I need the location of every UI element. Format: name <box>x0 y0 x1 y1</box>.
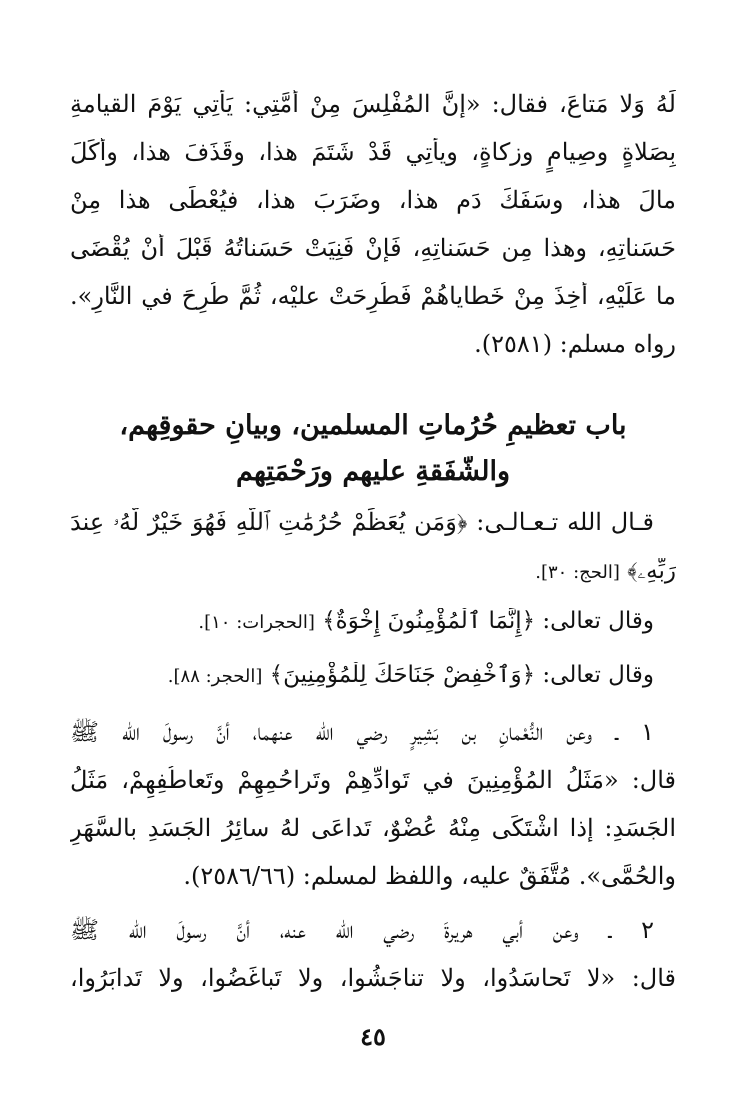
verse-text: رَبِّهِۦ﴾ <box>627 558 676 584</box>
chapter-title-line1: باب تعظيمِ حُرُماتِ المسلمين، وبيانِ حقوقِهم، <box>119 410 627 441</box>
intro-line: بِصَلاةٍ وصِيامٍ وزكاةٍ، ويأْتِي قَدْ شَتَمَ هذا، وقَذَفَ هذا، وأَكَلَ <box>70 138 676 166</box>
hadith-line: والحُمَّى». مُتَّفَقٌ عليه، واللفظ لمسلم: (٢٥٨٦/٦٦). <box>183 862 676 890</box>
intro-paragraph <box>70 90 676 380</box>
hadith-line: ١ ـ وعن النُّعْمانِ بن بَشِيرٍ رضي الله عنهما، أنَّ رسولَ الله ﷺ <box>70 718 654 746</box>
verse-block-2 <box>70 608 676 662</box>
chapter-title-line2: والشَّفَقةِ عليهم ورَحْمَتِهم <box>236 456 510 487</box>
verse-block-3 <box>70 662 676 718</box>
verse-reference: [الحجرات: ١٠]. <box>198 612 315 633</box>
intro-line: حَسَناتِهِ، وهذا مِن حَسَناتِهِ، فَإنْ فَنِيَتْ حَسَناتُهُ قَبْلَ أَنْ يُقْضَى <box>70 234 676 262</box>
hadith-line: ٢ ـ وعن أبي هريرةَ رضي الله عنه، أنَّ رسولَ الله ﷺ <box>70 916 654 944</box>
hadith-line: قال: «لا تَحاسَدُوا، ولا تناجَشُوا، ولا تَباغَضُوا، ولا تَدابَرُوا، <box>70 964 676 992</box>
hadith-line: الجَسَدِ: إذا اشْتَكَى مِنْهُ عُضْوٌ، تَداعَى لهُ سائِرُ الجَسَدِ بالسَّهَرِ <box>70 814 676 842</box>
hadith-1 <box>70 718 676 910</box>
verse-reference: [الحجر: ٨٨]. <box>167 666 263 687</box>
verse-text: وقال تعالى: ﴿وَٱخْفِضْ جَنَاحَكَ لِلْمُؤْمِنِينَ﴾ <box>269 662 654 688</box>
intro-source: رواه مسلم: (٢٥٨١). <box>474 330 676 358</box>
page-number: ٤٥ <box>360 1022 386 1051</box>
intro-line: لَهُ وَلا مَتاعَ، فقال: «إنَّ المُفْلِسَ مِنْ أُمَّتِي: يَأْتِي يَوْمَ القيامةِ <box>70 90 676 118</box>
verse-block-1 <box>70 508 676 608</box>
intro-line: مالَ هذا، وسَفَكَ دَم هذا، وضَرَبَ هذا، فيُعْطَى هذا مِنْ <box>70 186 676 214</box>
verse-text: وقال تعالى: ﴿إِنَّمَا ٱلْمُؤْمِنُونَ إِخْوَةٌ﴾ <box>322 608 654 634</box>
verse-reference: [الحج: ٣٠]. <box>535 562 620 583</box>
intro-line: ما عَلَيْهِ، أُخِذَ مِنْ خَطاياهُمْ فَطُرِحَتْ عليْه، ثُمَّ طُرِحَ في النَّارِ». <box>70 282 676 310</box>
hadith-line: قال: «مَثَلُ المُؤْمِنِينَ في تَوادِّهِمْ وتَراحُمِهِمْ وتَعاطُفِهِمْ، مَثَلُ <box>70 766 676 794</box>
hadith-2 <box>70 916 676 1012</box>
verse-line <box>70 558 676 608</box>
page-body <box>70 90 676 1012</box>
chapter-heading <box>70 410 676 502</box>
verse-line: قـال الله تـعـالـى: ﴿وَمَن يُعَظِّمْ حُرُمَٰتِ ٱللَّهِ فَهُوَ خَيْرٌ لَّهُۥ عِندَ <box>70 508 654 536</box>
